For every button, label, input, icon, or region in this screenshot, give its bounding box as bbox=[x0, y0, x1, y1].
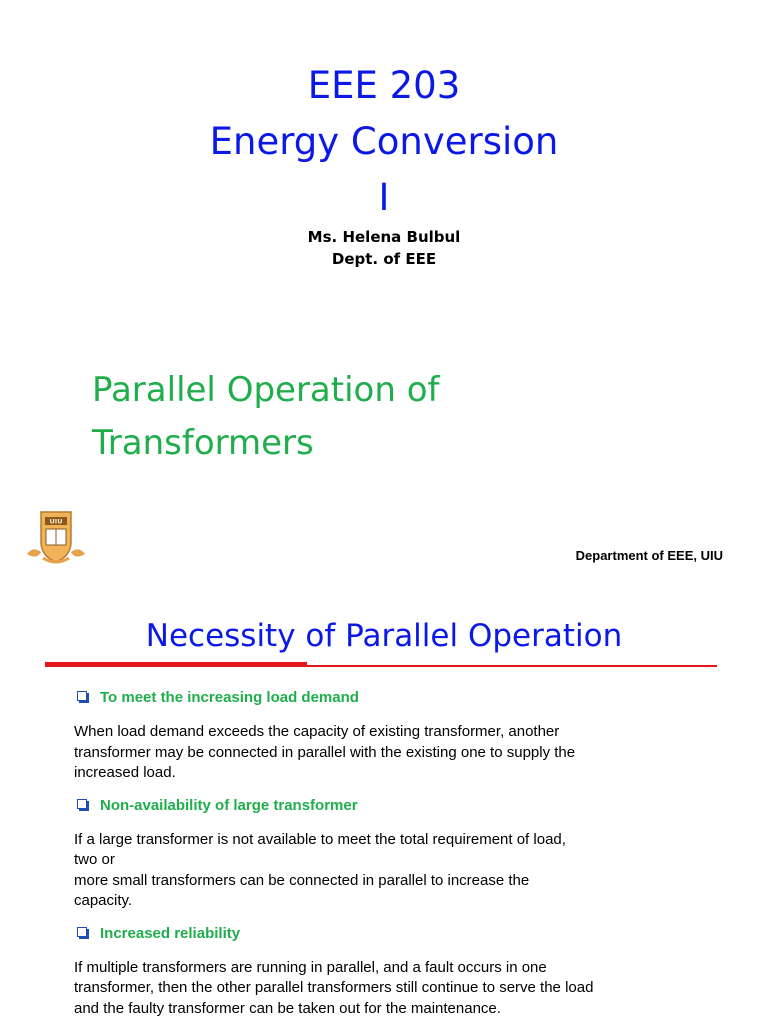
instructor-department: Dept. of EEE bbox=[331, 250, 437, 268]
topic-title bbox=[92, 364, 439, 470]
square-bullet-icon bbox=[77, 927, 87, 937]
section-heading-text: Non-availability of large transformer bbox=[100, 796, 358, 814]
section-paragraph bbox=[74, 830, 684, 912]
topic-line-1: Parallel Operation of bbox=[92, 370, 440, 410]
paragraph-line: transformer, then the other parallel transformers still continue to serve the load bbox=[74, 979, 594, 996]
section-heading bbox=[74, 688, 684, 708]
university-logo bbox=[25, 508, 87, 568]
paragraph-line: two or bbox=[74, 851, 115, 868]
course-title: Energy Conversion bbox=[209, 120, 559, 163]
square-bullet-icon bbox=[77, 799, 87, 809]
logo-left-ribbon bbox=[27, 549, 41, 556]
paragraph-line: capacity. bbox=[74, 892, 133, 909]
section-heading-text: Increased reliability bbox=[100, 924, 241, 942]
section-heading-text: To meet the increasing load demand bbox=[100, 689, 359, 706]
paragraph-line: When load demand exceeds the capacity of existing transformer, another bbox=[74, 723, 560, 740]
paragraph-line: transformer may be connected in parallel with the existing one to supply the bbox=[74, 743, 576, 761]
title-underline-accent bbox=[45, 662, 307, 667]
section-paragraph bbox=[74, 958, 684, 1020]
section-paragraph bbox=[74, 722, 684, 784]
square-bullet-icon bbox=[77, 691, 87, 701]
paragraph-line: more small transformers can be connected in parallel to increase the bbox=[74, 871, 530, 889]
course-numeral: I bbox=[378, 176, 390, 219]
section-heading bbox=[74, 924, 684, 944]
section-heading bbox=[74, 796, 684, 816]
logo-text: UIU bbox=[49, 517, 63, 526]
instructor-name: Ms. Helena Bulbul bbox=[307, 228, 461, 246]
topic-line-2: Transformers bbox=[92, 423, 314, 463]
paragraph-line: increased load. bbox=[74, 764, 176, 781]
footer-department: Department of EEE, UIU bbox=[575, 548, 723, 563]
slide-title: Necessity of Parallel Operation bbox=[145, 618, 623, 654]
course-code: EEE 203 bbox=[307, 64, 461, 107]
course-title-block bbox=[0, 58, 768, 226]
logo-right-ribbon bbox=[71, 549, 85, 556]
instructor-block bbox=[0, 226, 768, 270]
paragraph-line: If multiple transformers are running in parallel, and a fault occurs in one bbox=[74, 958, 547, 976]
paragraph-line: If a large transformer is not available to meet the total requirement of load, bbox=[74, 830, 566, 848]
slide-content bbox=[74, 688, 684, 1031]
paragraph-line: and the faulty transformer can be taken out for the maintenance. bbox=[74, 999, 501, 1017]
